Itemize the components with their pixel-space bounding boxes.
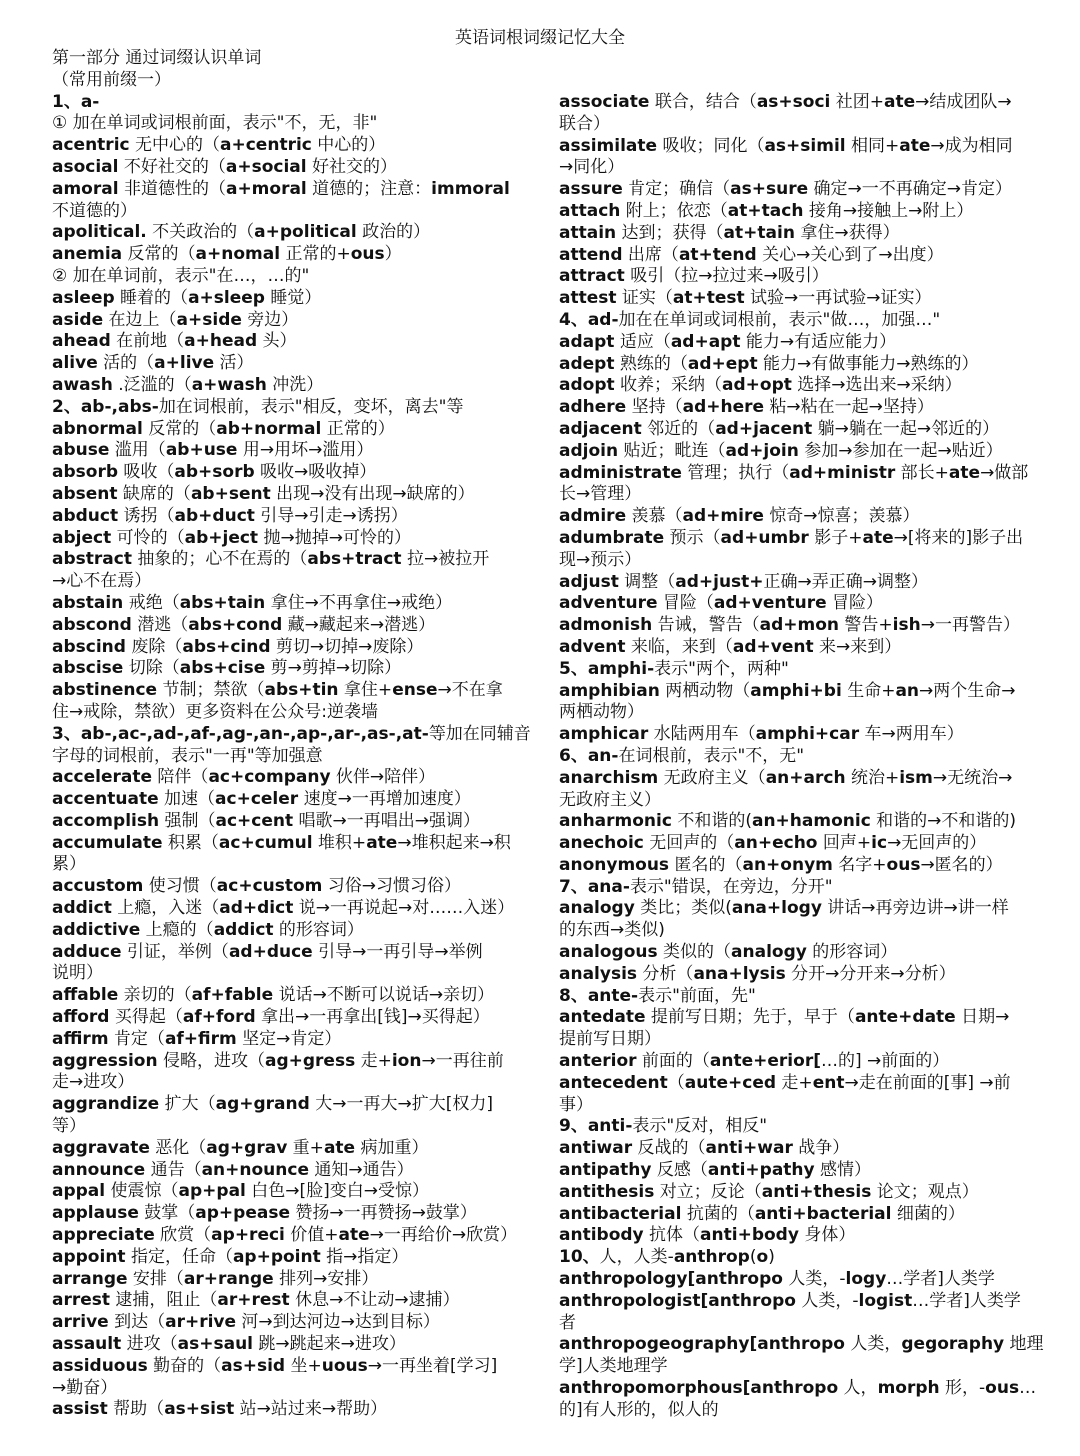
text-line: abstinence 节制；禁欲（abs+tin 拿住+ense→不在拿 <box>52 680 503 701</box>
text-line: 联合） <box>559 113 610 134</box>
text-line: attach 附上；依恋（at+tach 接角→接触上→附上） <box>559 200 974 221</box>
text-line: （常用前缀一） <box>52 69 171 90</box>
text-line: 事） <box>559 1094 593 1115</box>
text-line: attend 出席（at+tend 关心→关心到了→出度） <box>559 244 944 265</box>
text-line: 的东西→类似) <box>559 920 665 941</box>
text-line: apolitical. 不关政治的（a+political 政治的） <box>52 222 431 243</box>
text-line: adopt 收养；采纳（ad+opt 选择→选出来→采纳） <box>559 375 962 396</box>
text-line: admonish 告诫，警告（ad+mon 警告+ish→一再警告） <box>559 615 1020 636</box>
right-column <box>559 92 1044 1422</box>
text-line: abject 可怜的（ab+ject 抛→抛掉→可怜的） <box>52 527 411 548</box>
text-line: arrive 到达（ar+rive 河→到达河边→达到目标） <box>52 1312 440 1333</box>
text-line: amoral 非道德性的（a+moral 道德的；注意：immoral <box>52 178 510 199</box>
text-line: 1、a- <box>52 91 100 112</box>
text-line: antedate 提前写日期；先于，早于（ante+date 日期→ <box>559 1007 1010 1028</box>
text-line: accustom 使习惯（ac+custom 习俗→习惯习俗） <box>52 876 462 897</box>
text-line: acentric 无中心的（a+centric 中心的） <box>52 135 386 156</box>
text-line: appreciate 欣赏（ap+reci 价值+ate→一再给价→欣赏） <box>52 1225 518 1246</box>
text-line: abduct 诱拐（ab+duct 引导→引走→诱拐） <box>52 505 408 526</box>
text-line: absorb 吸收（ab+sorb 吸收→吸收掉） <box>52 462 377 483</box>
text-line: arrest 逮捕，阻止（ar+rest 休息→不让动→逮捕） <box>52 1290 460 1311</box>
text-line: 等） <box>52 1116 86 1137</box>
text-line: arrange 安排（ar+range 排列→安排） <box>52 1268 379 1289</box>
left-column <box>52 48 530 1421</box>
text-line: 不道德的） <box>52 200 137 221</box>
text-line: attest 证实（at+test 试验→一再试验→证实） <box>559 288 932 309</box>
text-line: abstract 抽象的；心不在焉的（abs+tract 拉→被拉开 <box>52 549 490 570</box>
text-line: accentuate 加速（ac+celer 速度→一再增加速度） <box>52 789 471 810</box>
text-line: anthropologist[anthropo 人类，-logist…学者]人类学 <box>559 1290 1021 1311</box>
text-line: aggression 侵略，进攻（ag+gress 走+ion→一再往前 <box>52 1050 504 1071</box>
text-line: →勤奋） <box>52 1377 118 1398</box>
text-line: antithesis 对立；反论（anti+thesis 论文；观点） <box>559 1181 979 1202</box>
text-line: associate 联合，结合（as+soci 社团+ate→结成团队→ <box>559 92 1012 112</box>
text-line: abscise 切除（abs+cise 剪→剪掉→切除） <box>52 658 402 679</box>
text-line: 2、ab-,abs-加在词根前，表示"相反，变坏，离去"等 <box>52 396 464 417</box>
text-line: assist 帮助（as+sist 站→站过来→帮助） <box>52 1399 388 1420</box>
text-line: accomplish 强制（ac+cent 唱歌→一再唱出→强调） <box>52 810 481 831</box>
text-line: abscind 废除（abs+cind 剪切→切掉→废除） <box>52 636 424 657</box>
text-line: 长→管理） <box>559 484 642 505</box>
text-line: ① 加在单词或词根前面，表示"不，无，非" <box>52 113 378 134</box>
text-line: anarchism 无政府主义（an+arch 统治+ism→无统治→ <box>559 767 1013 788</box>
text-line: antiwar 反战的（anti+war 战争） <box>559 1138 850 1159</box>
text-line: accelerate 陪伴（ac+company 伙伴→陪伴） <box>52 767 436 788</box>
text-line: afford 买得起（af+ford 拿出→一再拿出[钱]→买得起） <box>52 1007 490 1028</box>
text-line: anthropology[anthropo 人类，-logy…学者]人类学 <box>559 1269 995 1290</box>
text-line: anterior 前面的（ante+erior[…的] →前面的） <box>559 1051 950 1072</box>
text-line: abscond 潜逃（abs+cond 藏→藏起来→潜逃） <box>52 614 436 635</box>
text-line: 4、ad-加在在单词或词根前，表示"做…，加强…" <box>559 309 941 330</box>
text-line: 8、ante-表示"前面，先" <box>559 985 756 1006</box>
text-line: attain 达到；获得（at+tain 拿住→获得） <box>559 222 900 243</box>
text-line: anechoic 无回声的（an+echo 回声+ic→无回声的） <box>559 833 987 854</box>
text-line: adventure 冒险（ad+venture 冒险） <box>559 593 884 614</box>
text-line: →心不在焉） <box>52 571 152 592</box>
text-line: appal 使震惊（ap+pal 白色→[脸]变白→受惊） <box>52 1181 430 1202</box>
text-line: anemia 反常的（a+nomal 正常的+ous） <box>52 244 402 265</box>
text-line: ahead 在前地（a+head 头） <box>52 331 297 352</box>
text-line: adumbrate 预示（ad+umbr 影子+ate→[将来的]影子出 <box>559 527 1024 548</box>
text-line: addictive 上瘾的（addict 的形容词） <box>52 919 364 940</box>
text-line: →同化） <box>559 157 625 178</box>
text-line: 的]有人形的，似人的 <box>559 1399 719 1420</box>
text-line: assimilate 吸收；同化（as+simil 相同+ate→成为相同 <box>559 135 1013 156</box>
text-line: 10、人，人类-anthrop(o) <box>559 1247 775 1268</box>
text-line: advent 来临，来到（ad+vent 来→来到） <box>559 636 902 657</box>
text-line: amphicar 水陆两用车（amphi+car 车→两用车） <box>559 724 964 745</box>
text-line: aggrandize 扩大（ag+grand 大→一再大→扩大[权力] <box>52 1094 493 1115</box>
text-line: adapt 适应（ad+apt 能力→有适应能力） <box>559 331 897 352</box>
text-line: analysis 分析（ana+lysis 分开→分开来→分析） <box>559 963 956 984</box>
text-line: asocial 不好社交的（a+social 好社交的） <box>52 156 398 177</box>
text-line: asleep 睡着的（a+sleep 睡觉） <box>52 287 322 308</box>
text-line: abnormal 反常的（ab+normal 正常的） <box>52 418 395 439</box>
text-line: 住→戒除，禁欲）更多资料在公众号:逆袭墙 <box>52 701 378 722</box>
text-line: abuse 滥用（ab+use 用→用坏→滥用） <box>52 440 374 461</box>
text-line: analogous 类似的（analogy 的形容词） <box>559 942 898 963</box>
text-line: announce 通告（an+nounce 通知→通告） <box>52 1159 414 1180</box>
text-line: 9、anti-表示"反对，相反" <box>559 1116 768 1137</box>
text-line: amphibian 两栖动物（amphi+bi 生命+an→两个生命→ <box>559 680 1016 701</box>
text-line: adhere 坚持（ad+here 粘→粘在一起→坚持） <box>559 397 934 418</box>
text-line: adjacent 邻近的（ad+jacent 躺→躺在一起→邻近的） <box>559 418 1000 439</box>
text-line: adept 熟练的（ad+ept 能力→有做事能力→熟练的） <box>559 353 979 374</box>
text-line: aside 在边上（a+side 旁边） <box>52 309 299 330</box>
text-line: adjust 调整（ad+just+正确→弄正确→调整） <box>559 571 929 592</box>
text-line: aggravate 恶化（ag+grav 重+ate 病加重） <box>52 1137 429 1158</box>
text-line: 走→进攻） <box>52 1072 135 1093</box>
text-line: accumulate 积累（ac+cumul 堆积+ate→堆积起来→积 <box>52 832 511 853</box>
text-line: adduce 引证，举例（ad+duce 引导→一再引导→举例 <box>52 941 483 962</box>
text-line: antibacterial 抗菌的（anti+bacterial 细菌的） <box>559 1203 965 1224</box>
text-line: admire 羡慕（ad+mire 惊奇→惊喜；羡慕） <box>559 506 920 527</box>
text-line: administrate 管理；执行（ad+ministr 部长+ate→做部 <box>559 462 1029 483</box>
text-line: 两栖动物） <box>559 702 644 723</box>
text-line: alive 活的（a+live 活） <box>52 353 254 374</box>
text-line: 学]人类地理学 <box>559 1356 668 1377</box>
text-line: affirm 肯定（af+firm 坚定→肯定） <box>52 1028 342 1049</box>
text-line: assault 进攻（as+saul 跳→跳起来→进攻） <box>52 1334 406 1355</box>
text-line: assure 肯定；确信（as+sure 确定→一不再确定→肯定） <box>559 179 1013 200</box>
text-line: ② 加在单词前，表示"在…，…的" <box>52 265 310 286</box>
text-line: absent 缺席的（ab+sent 出现→没有出现→缺席的） <box>52 483 475 504</box>
text-line: affable 亲切的（af+fable 说话→不断可以说话→亲切） <box>52 985 495 1006</box>
text-line: anharmonic 不和谐的(an+hamonic 和谐的→不和谐的) <box>559 811 1017 832</box>
text-line: analogy 类比；类似(ana+logy 讲话→再旁边讲→讲一样 <box>559 898 1009 919</box>
text-line: awash .泛滥的（a+wash 冲洗） <box>52 374 324 395</box>
text-line: 第一部分 通过词缀认识单词 <box>52 48 262 68</box>
text-line: anthropogeography[anthropo 人类，gegoraphy 地理 <box>559 1334 1044 1355</box>
text-line: adjoin 贴近；毗连（ad+join 参加→参加在一起→贴近） <box>559 440 1003 461</box>
text-line: 6、an-在词根前，表示"不，无" <box>559 745 805 766</box>
text-line: 7、ana-表示"错误，在旁边，分开" <box>559 876 833 897</box>
text-line: applause 鼓掌（ap+pease 赞扬→一再赞扬→鼓掌） <box>52 1203 477 1224</box>
text-line: appoint 指定，任命（ap+point 指→指定） <box>52 1246 409 1267</box>
text-line: antipathy 反感（anti+pathy 感情） <box>559 1160 872 1181</box>
text-line: 说明） <box>52 963 103 984</box>
text-line: 者 <box>559 1312 576 1333</box>
text-line: antibody 抗体（anti+body 身体） <box>559 1225 856 1246</box>
text-line: 5、amphi-表示"两个，两种" <box>559 658 789 679</box>
text-line: assiduous 勤奋的（as+sid 坐+uous→一再坐着[学习] <box>52 1355 498 1376</box>
text-line: 现→预示） <box>559 549 642 570</box>
text-line: 无政府主义） <box>559 789 661 810</box>
text-line: attract 吸引（拉→拉过来→吸引） <box>559 266 829 287</box>
text-line: 累） <box>52 854 86 875</box>
text-line: anonymous 匿名的（an+onym 名字+ous→匿名的） <box>559 854 1003 875</box>
text-line: 3、ab-,ac-,ad-,af-,ag-,an-,ap-,ar-,as-,at-等加在同辅音 <box>52 723 531 744</box>
text-line: abstain 戒绝（abs+tain 拿住→不再拿住→戒绝） <box>52 592 453 613</box>
text-line: 提前写日期） <box>559 1029 661 1050</box>
text-line: antecedent（aute+ced 走+ent→走在前面的[事] →前 <box>559 1072 1011 1093</box>
document-title: 英语词根词缀记忆大全 <box>455 28 625 48</box>
text-line: addict 上瘾，入迷（ad+dict 说→一再说起→对……入迷） <box>52 898 515 919</box>
text-line: anthropomorphous[anthropo 人，morph 形，-ous… <box>559 1378 1037 1399</box>
text-line: 字母的词根前，表示"一再"等加强意 <box>52 745 323 766</box>
